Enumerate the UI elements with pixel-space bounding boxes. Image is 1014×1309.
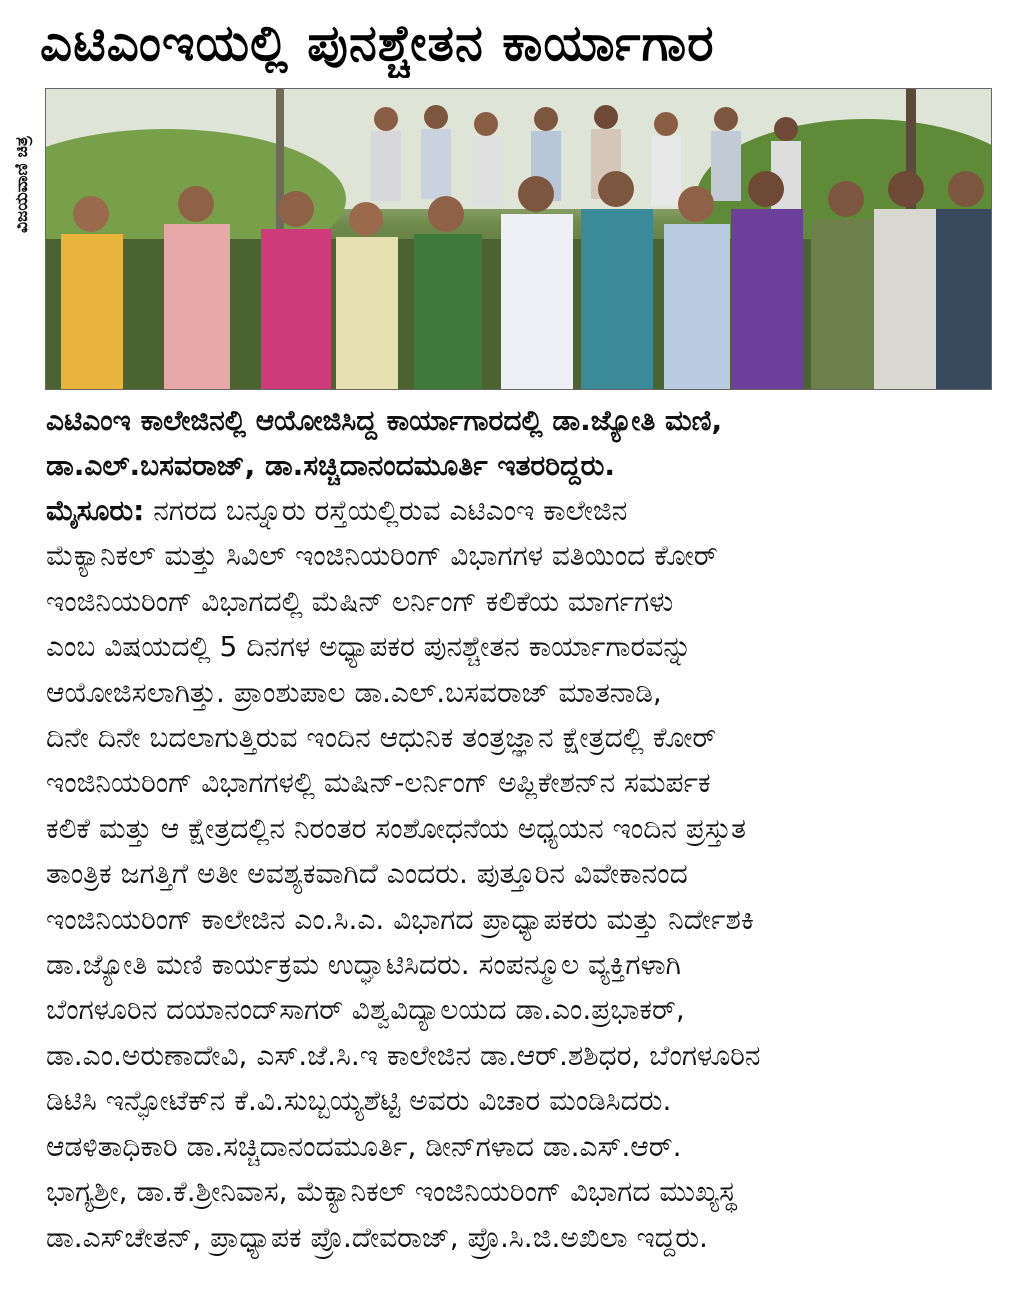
caption-line: ಎಟಿಎಂಇ ಕಾಲೇಜಿನಲ್ಲಿ ಆಯೋಜಿಸಿದ್ದ ಕಾರ್ಯಾಗಾರದಲ್ಲಿ ಡಾ.ಜ್ಯೋತಿ ಮಣಿ, (46, 404, 723, 437)
article-line: ಕಲಿಕೆ ಮತ್ತು ಆ ಕ್ಷೇತ್ರದಲ್ಲಿನ ನಿರಂತರ ಸಂಶೋಧನೆಯ ಅಧ್ಯಯನ ಇಂದಿನ ಪ್ರಸ್ತುತ (46, 811, 746, 845)
article-line: ನಗರದ ಬನ್ನೂರು ರಸ್ತೆಯಲ್ಲಿರುವ ಎಟಿಎಂಇ ಕಾಲೇಜಿನ (144, 494, 628, 527)
caption-line: ಡಾ.ಎಲ್.ಬಸವರಾಜ್, ಡಾ.ಸಚ್ಚಿದಾನಂದಮೂರ್ತಿ ಇತರರಿದ್ದರು. (46, 449, 616, 482)
article-line: ಇಂಜಿನಿಯರಿಂಗ್ ಕಾಲೇಜಿನ ಎಂ.ಸಿ.ಎ. ವಿಭಾಗದ ಪ್ರಾಧ್ಯಾಪಕರು ಮತ್ತು ನಿರ್ದೇಶಕಿ (46, 902, 754, 936)
article-line: ಡಿಟಿಸಿ ಇನ್ಫೋಟೆಕ್‌ನ ಕೆ.ವಿ.ಸುಬ್ಬಯ್ಯಶೆಟ್ಟಿ ಅವರು ವಿಚಾರ ಮಂಡಿಸಿದರು. (46, 1084, 672, 1118)
people-front-row (61, 171, 991, 389)
headline: ಎಟಿಎಂಇಯಲ್ಲಿ ಪುನಶ್ಚೇತನ ಕಾರ್ಯಾಗಾರ (40, 14, 715, 72)
article-line: ಆಯೋಜಿಸಲಾಗಿತ್ತು. ಪ್ರಾಂಶುಪಾಲ ಡಾ.ಎಲ್.ಬಸವರಾಜ್ ಮಾತನಾಡಿ, (46, 675, 662, 709)
article-line: ಡಾ.ಎಸ್‌ಚೇತನ್, ಪ್ರಾಧ್ಯಾಪಕ ಪ್ರೊ.ದೇವರಾಜ್, ಪ್ರೊ.ಸಿ.ಜಿ.ಅಖಿಲಾ ಇದ್ದರು. (46, 1220, 708, 1254)
article-line: ತಾಂತ್ರಿಕ ಜಗತ್ತಿಗೆ ಅತೀ ಅವಶ್ಯಕವಾಗಿದೆ ಎಂದರು. ಪುತ್ತೂರಿನ ವಿವೇಕಾನಂದ (46, 857, 688, 891)
article-line: ಇಂಜಿನಿಯರಿಂಗ್ ವಿಭಾಗಗಳಲ್ಲಿ ಮಷಿನ್-ಲರ್ನಿಂಗ್ ಅಪ್ಲಿಕೇಶನ್‌ನ ಸಮರ್ಪಕ (46, 766, 711, 800)
article-line: ಬೆಂಗಳೂರಿನ ದಯಾನಂದ್‌ಸಾಗರ್ ವಿಶ್ವವಿದ್ಯಾಲಯದ ಡಾ.ಎಂ.ಪ್ರಭಾಕರ್, (46, 993, 685, 1027)
article-line: ಡಾ.ಜ್ಯೋತಿ ಮಣಿ ಕಾರ್ಯಕ್ರಮ ಉದ್ಘಾಟಿಸಿದರು. ಸಂಪನ್ಮೂಲ ವ್ಯಕ್ತಿಗಳಾಗಿ (46, 948, 681, 982)
article-first-line (46, 488, 996, 533)
photo-caption (46, 398, 996, 488)
article-line: ಇಂಜಿನಿಯರಿಂಗ್ ವಿಭಾಗದಲ್ಲಿ ಮೆಷಿನ್ ಲರ್ನಿಂಗ್ ಕಲಿಕೆಯ ಮಾರ್ಗಗಳು (46, 584, 674, 618)
dateline: ಮೈಸೂರು: (46, 494, 145, 527)
photo-credit: ವಿಜಯವಾಣಿ ಚಿತ್ರ (12, 136, 32, 234)
article-line: ದಿನೇ ದಿನೇ ಬದಲಾಗುತ್ತಿರುವ ಇಂದಿನ ಆಧುನಿಕ ತಂತ್ರಜ್ಞಾನ ಕ್ಷೇತ್ರದಲ್ಲಿ ಕೋರ್ (46, 721, 717, 755)
article-line: ಎಂಬ ವಿಷಯದಲ್ಲಿ 5 ದಿನಗಳ ಅಧ್ಯಾಪಕರ ಪುನಶ್ಚೇತನ ಕಾರ್ಯಾಗಾರವನ್ನು (46, 630, 692, 664)
article-line: ಆಡಳಿತಾಧಿಕಾರಿ ಡಾ.ಸಚ್ಚಿದಾನಂದಮೂರ್ತಿ, ಡೀನ್‌ಗಳಾದ ಡಾ.ಎಸ್.ಆರ್. (46, 1129, 682, 1163)
article-line: ಮೆಕ್ಯಾನಿಕಲ್ ಮತ್ತು ಸಿವಿಲ್ ಇಂಜಿನಿಯರಿಂಗ್ ವಿಭಾಗಗಳ ವತಿಯಿಂದ ಕೋರ್ (46, 539, 718, 573)
group-photo (45, 88, 992, 390)
article-body (46, 488, 996, 1260)
article-line: ಭಾಗ್ಯಶ್ರೀ, ಡಾ.ಕೆ.ಶ್ರೀನಿವಾಸ, ಮೆಕ್ಯಾನಿಕಲ್ ಇಂಜಿನಿಯರಿಂಗ್ ವಿಭಾಗದ ಮುಖ್ಯಸ್ಥ (46, 1175, 737, 1209)
article-line: ಡಾ.ಎಂ.ಅರುಣಾದೇವಿ, ಎಸ್.ಜೆ.ಸಿ.ಇ ಕಾಲೇಜಿನ ಡಾ.ಆರ್.ಶಶಿಧರ, ಬೆಂಗಳೂರಿನ (46, 1038, 761, 1072)
